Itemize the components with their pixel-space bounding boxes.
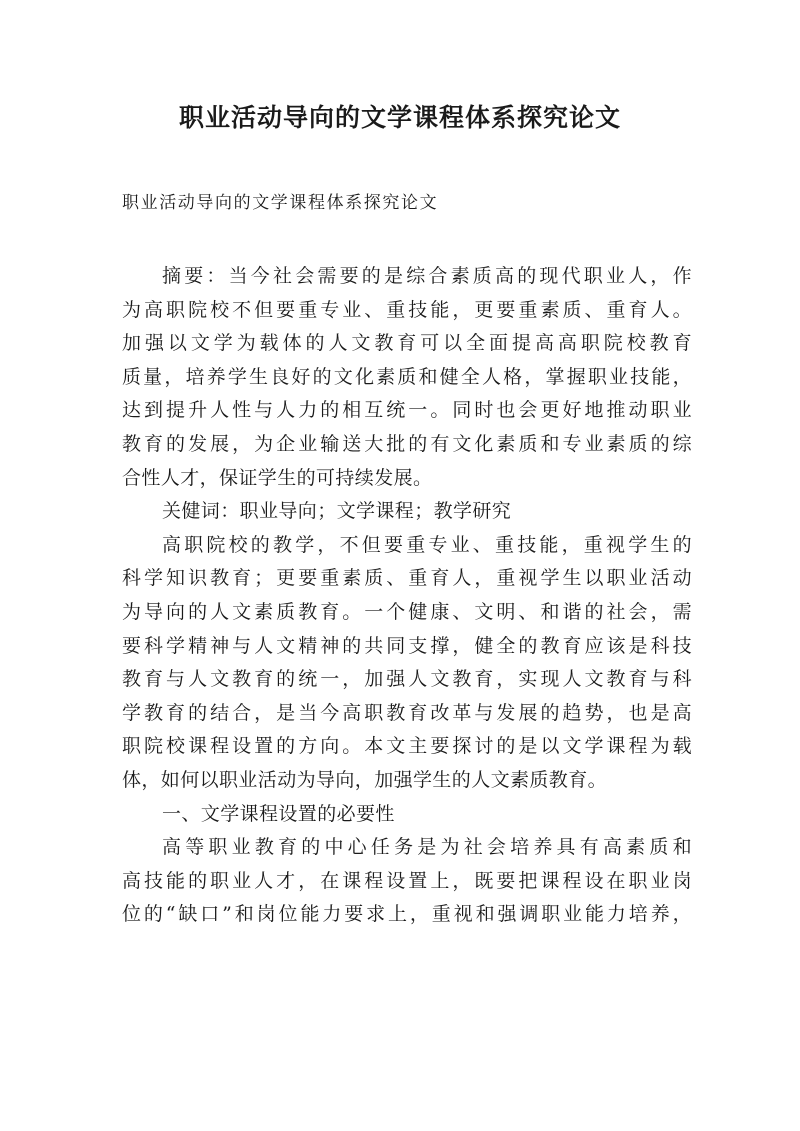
paragraph-line: 体，如何以职业活动为导向，加强学生的人文素质教育。: [122, 768, 608, 791]
abstract-line: 质量，培养学生良好的文化素质和健全人格，掌握职业技能，: [122, 365, 692, 388]
abstract-line: 教育的发展，为企业输送大批的有文化素质和专业素质的综: [122, 432, 692, 455]
paragraph-line: 位的“缺口”和岗位能力要求上，重视和强调职业能力培养，: [122, 903, 692, 926]
document-title: 职业活动导向的文学课程体系探究论文: [178, 103, 621, 132]
paragraph-line: 高职院校的教学，不但要重专业、重技能，重视学生的: [162, 533, 692, 556]
abstract-line: 加强以文学为载体的人文教育可以全面提高高职院校教育: [122, 332, 692, 355]
paragraph-line: 为导向的人文素质教育。一个健康、文明、和谐的社会，需: [122, 600, 692, 623]
abstract-line: 达到提升人性与人力的相互统一。同时也会更好地推动职业: [122, 399, 692, 422]
paragraph-line: 高等职业教育的中心任务是为社会培养具有高素质和: [162, 836, 692, 859]
paragraph-line: 科学知识教育；更要重素质、重育人，重视学生以职业活动: [122, 567, 692, 590]
section-heading: 一、文学课程设置的必要性: [162, 802, 395, 825]
abstract-line: 摘要：当今社会需要的是综合素质高的现代职业人，作: [162, 265, 692, 287]
paragraph-line: 教育与人文教育的统一，加强人文教育，实现人文教育与科: [122, 668, 692, 691]
abstract-line: 为高职院校不但要重专业、重技能，更要重素质、重育人。: [122, 298, 692, 321]
paragraph-line: 要科学精神与人文精神的共同支撑，健全的教育应该是科技: [122, 634, 692, 657]
paragraph-line: 学教育的结合，是当今高职教育改革与发展的趋势，也是高: [122, 701, 692, 724]
document-subtitle: 职业活动导向的文学课程体系探究论文: [122, 193, 439, 213]
abstract-line: 合性人才，保证学生的可持续发展。: [122, 466, 433, 489]
paragraph-line: 职院校课程设置的方向。本文主要探讨的是以文学课程为载: [122, 735, 692, 758]
paragraph-line: 高技能的职业人才，在课程设置上，既要把课程设在职业岗: [122, 869, 692, 892]
document-body: [122, 260, 692, 932]
keywords-line: 关健词：职业导向；文学课程；教学研究: [162, 500, 512, 523]
